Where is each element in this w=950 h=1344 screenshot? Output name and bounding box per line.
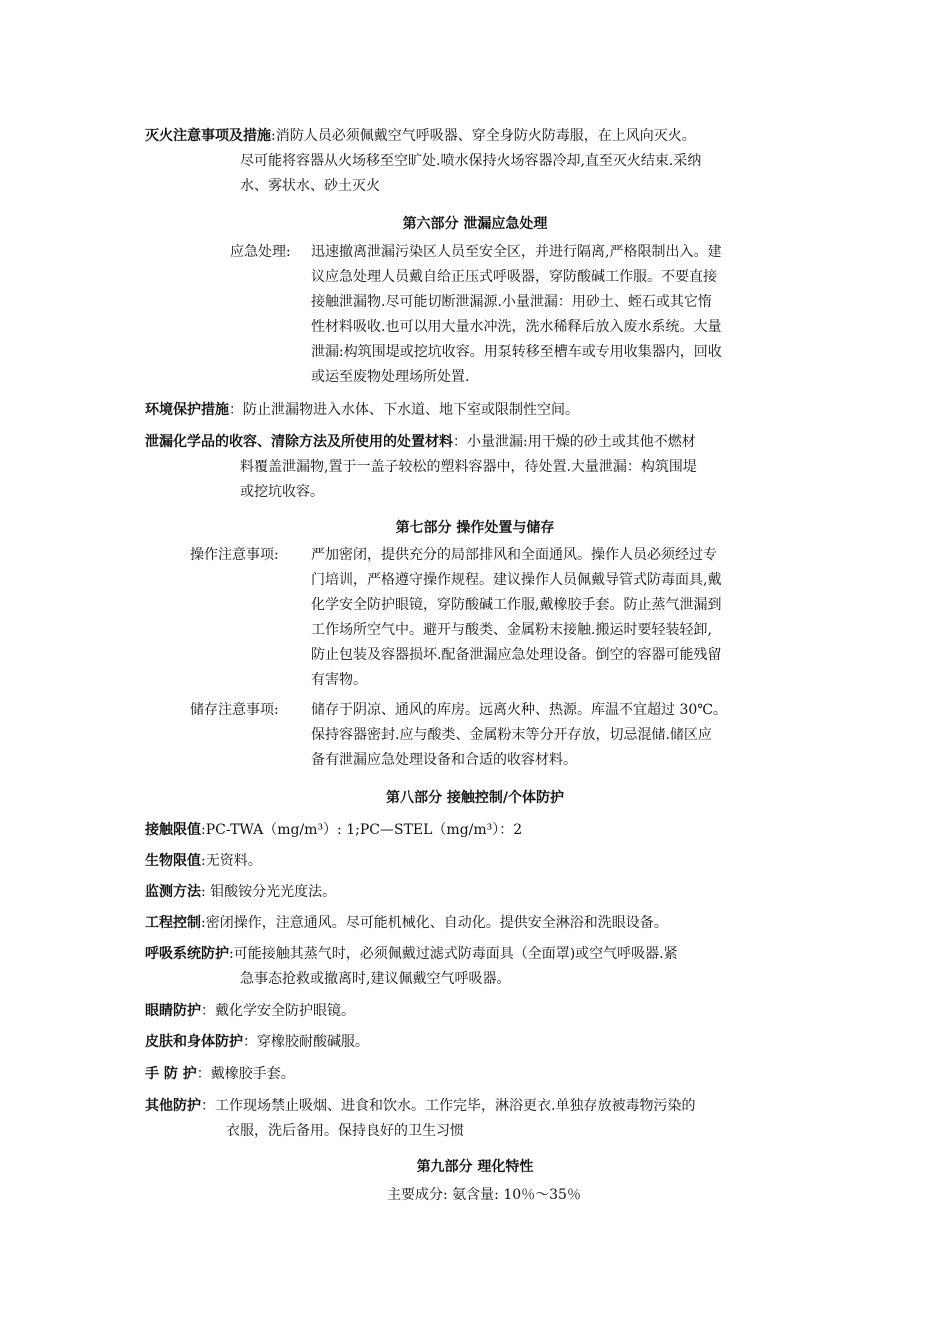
eye-protection-text: ：戴化学安全防护眼镜。 — [201, 1003, 355, 1019]
emergency-line: 接触泄漏物.尽可能切断泄漏源.小量泄漏：用砂土、蛭石或其它惰 — [311, 294, 712, 310]
operation-label: 操作注意事项: — [190, 547, 279, 563]
biological-limit — [145, 849, 262, 874]
fire-measures-label: 灭火注意事项及措施 — [145, 128, 271, 144]
exposure-limit-text: :PC-TWA（mg/m³）: 1;PC—STEL（mg/m³）：2 — [201, 822, 523, 838]
main-composition: 主要成分: 氨含量: 10％～35％ — [387, 1187, 581, 1203]
other-protection — [145, 1094, 695, 1119]
eye-protection-label: 眼睛防护 — [145, 1003, 201, 1019]
storage-label: 储存注意事项: — [190, 702, 279, 718]
biological-limit-label: 生物限值 — [145, 853, 201, 869]
environment-protection — [145, 398, 579, 423]
skin-protection-text: ：穿橡胶耐酸碱服。 — [243, 1034, 369, 1050]
skin-protection-label: 皮肤和身体防护 — [145, 1034, 243, 1050]
spill-cleanup-line2: 料覆盖泄漏物,置于一盖子较松的塑料容器中，待处置.大量泄漏：构筑围堤 — [240, 459, 697, 475]
engineering-control — [145, 911, 668, 936]
exposure-limit — [145, 818, 522, 843]
operation-line: 防止包装及容器损坏.配备泄漏应急处理设备。倒空的容器可能残留 — [311, 647, 722, 663]
skin-protection — [145, 1030, 369, 1055]
emergency-line: 性材料吸收.也可以用大量水冲洗，洗水稀释后放入废水系统。大量 — [311, 319, 722, 335]
operation-line: 化学安全防护眼镜，穿防酸碱工作服,戴橡胶手套。防止蒸气泄漏到 — [311, 597, 722, 613]
operation-line: 门培训，严格遵守操作规程。建议操作人员佩戴导管式防毒面具,戴 — [311, 572, 722, 588]
exposure-limit-label: 接触限值 — [145, 822, 201, 838]
engineering-control-text: :密闭操作，注意通风。尽可能机械化、自动化。提供安全淋浴和洗眼设备。 — [201, 915, 668, 931]
monitoring-method-label: 监测方法 — [145, 884, 201, 900]
emergency-line: 或运至废物处理场所处置. — [311, 369, 470, 385]
emergency-line: 议应急处理人员戴自给正压式呼吸器，穿防酸碱工作服。不要直接 — [311, 269, 717, 285]
fire-measures-text: :消防人员必须佩戴空气呼吸器、穿全身防火防毒服，在上风向灭火。 — [271, 128, 696, 144]
operation-line: 严加密闭，提供充分的局部排风和全面通风。操作人员必须经过专 — [311, 547, 717, 563]
section-8-heading: 第八部分 接触控制/个体防护 — [386, 790, 564, 806]
hand-protection-text: ：戴橡胶手套。 — [196, 1066, 295, 1082]
storage-line: 备有泄漏应急处理设备和合适的收容材料。 — [311, 752, 577, 768]
spill-cleanup-label: 泄漏化学品的收容、清除方法及所使用的处置材料 — [145, 434, 453, 450]
operation-line: 工作场所空气中。避开与酸类、金属粉末接触.搬运时要轻装轻卸, — [311, 622, 712, 638]
fire-measures — [145, 124, 696, 149]
monitoring-method-text: : 钼酸铵分光光度法。 — [201, 884, 337, 900]
hand-protection-label: 手 防 护 — [145, 1066, 197, 1082]
hand-protection — [145, 1062, 295, 1087]
environment-protection-label: 环境保护措施 — [145, 402, 229, 418]
monitoring-method — [145, 880, 336, 905]
emergency-label: 应急处理: — [230, 244, 291, 260]
environment-protection-text: ：防止泄漏物进入水体、下水道、地下室或限制性空间。 — [229, 402, 579, 418]
section-7-heading: 第七部分 操作处置与储存 — [395, 520, 555, 536]
other-protection-text: ：工作现场禁止吸烟、进食和饮水。工作完毕，淋浴更衣.单独存放被毒物污染的 — [201, 1098, 696, 1114]
eye-protection — [145, 999, 355, 1024]
respiratory-protection-line2: 急事态抢救或撤离时,建议佩戴空气呼吸器。 — [240, 971, 511, 987]
respiratory-protection-label: 呼吸系统防护 — [145, 946, 229, 962]
biological-limit-text: :无资料。 — [201, 853, 262, 869]
storage-line: 保持容器密封.应与酸类、金属粉末等分开存放，切忌混储.储区应 — [311, 727, 712, 743]
respiratory-protection — [145, 942, 678, 967]
fire-measures-line3: 水、雾状水、砂土灭火 — [240, 178, 380, 194]
section-9-heading: 第九部分 理化特性 — [416, 1159, 534, 1175]
engineering-control-label: 工程控制 — [145, 915, 201, 931]
spill-cleanup-line3: 或挖坑收容。 — [240, 484, 324, 500]
other-protection-label: 其他防护 — [145, 1098, 201, 1114]
storage-line: 储存于阴凉、通风的库房。远离火种、热源。库温不宜超过 30℃。 — [311, 702, 727, 718]
spill-cleanup — [145, 430, 696, 455]
emergency-line: 泄漏:构筑围堤或挖坑收容。用泵转移至槽车或专用收集器内，回收 — [311, 344, 722, 360]
respiratory-protection-text: :可能接触其蒸气时，必须佩戴过滤式防毒面具（全面罩)或空气呼吸器.紧 — [229, 946, 678, 962]
section-6-heading: 第六部分 泄漏应急处理 — [402, 216, 548, 232]
operation-line: 有害物。 — [311, 672, 367, 688]
other-protection-line2: 衣服，洗后备用。保持良好的卫生习惯 — [226, 1123, 464, 1139]
spill-cleanup-text: ：小量泄漏:用干燥的砂土或其他不燃材 — [453, 434, 696, 450]
emergency-line: 迅速撤离泄漏污染区人员至安全区，并进行隔离,严格限制出入。建 — [311, 244, 722, 260]
fire-measures-line2: 尽可能将容器从火场移至空旷处.喷水保持火场容器冷却,直至灭火结束.采纳 — [240, 153, 702, 169]
